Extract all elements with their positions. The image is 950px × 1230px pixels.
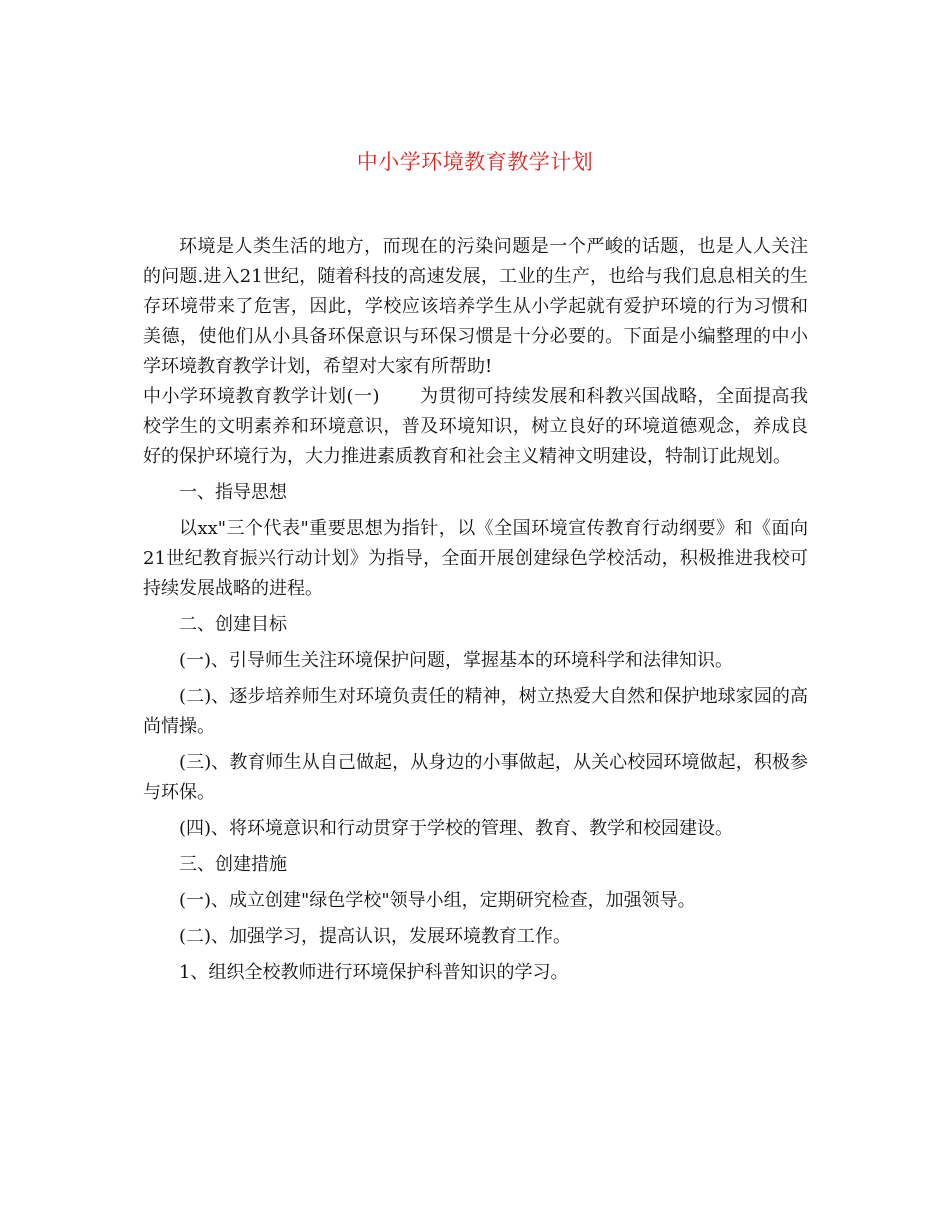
section-heading-goals: 二、创建目标 bbox=[179, 614, 287, 635]
section-text-guiding-ideology: 以xx"三个代表"重要思想为指针，以《全国环境宣传教育行动纲要》和《面向21世纪教育振兴行动计划》为指导，全面开展创建绿色学校活动，积极推进我校可持续发展战略的进程。 bbox=[143, 518, 808, 599]
goal-item-1: (一)、引导师生关注环境保护问题，掌握基本的环境科学和法律知识。 bbox=[179, 650, 734, 671]
plan-intro-text: 为贯彻可持续发展和科教兴国战略，全面提高我校学生的文明素养和环境意识，普及环境知识，树立良好的环境道德观念，养成良好的保护环境行为，大力推进素质教育和社会主义精神文明建设，特制订此规划。 bbox=[143, 386, 809, 467]
measure-subitem-1: 1、组织全校教师进行环境保护科普知识的学习。 bbox=[179, 962, 569, 983]
section-heading-guiding-ideology: 一、指导思想 bbox=[179, 482, 287, 503]
plan-intro-paragraph bbox=[143, 382, 808, 472]
intro-paragraph: 环境是人类生活的地方，而现在的污染问题是一个严峻的话题，也是人人关注的问题.进入21世纪，随着科技的高速发展，工业的生产，也给与我们息息相关的生存环境带来了危害，因此，学校应该培养学生从小学起就有爱护环境的行为习惯和美德，使他们从小具备环保意识与环保习惯是十分必要的。下面是小编整理的中小学环境教育教学计划，希望对大家有所帮助! bbox=[143, 236, 808, 377]
document-title: 中小学环境教育教学计划 bbox=[356, 150, 594, 174]
goal-item-4: (四)、将环境意识和行动贯穿于学校的管理、教育、教学和校园建设。 bbox=[179, 818, 734, 839]
plan-heading: 中小学环境教育教学计划(一) bbox=[143, 386, 380, 407]
document-body bbox=[143, 232, 808, 994]
goal-item-3: (三)、教育师生从自己做起，从身边的小事做起，从关心校园环境做起，积极参与环保。 bbox=[143, 752, 808, 803]
measure-item-1: (一)、成立创建"绿色学校"领导小组，定期研究检查，加强领导。 bbox=[179, 890, 696, 911]
goal-item-2: (二)、逐步培养师生对环境负责任的精神，树立热爱大自然和保护地球家园的高尚情操。 bbox=[143, 686, 808, 737]
section-heading-measures: 三、创建措施 bbox=[179, 854, 287, 875]
measure-item-2: (二)、加强学习，提高认识，发展环境教育工作。 bbox=[179, 926, 572, 947]
